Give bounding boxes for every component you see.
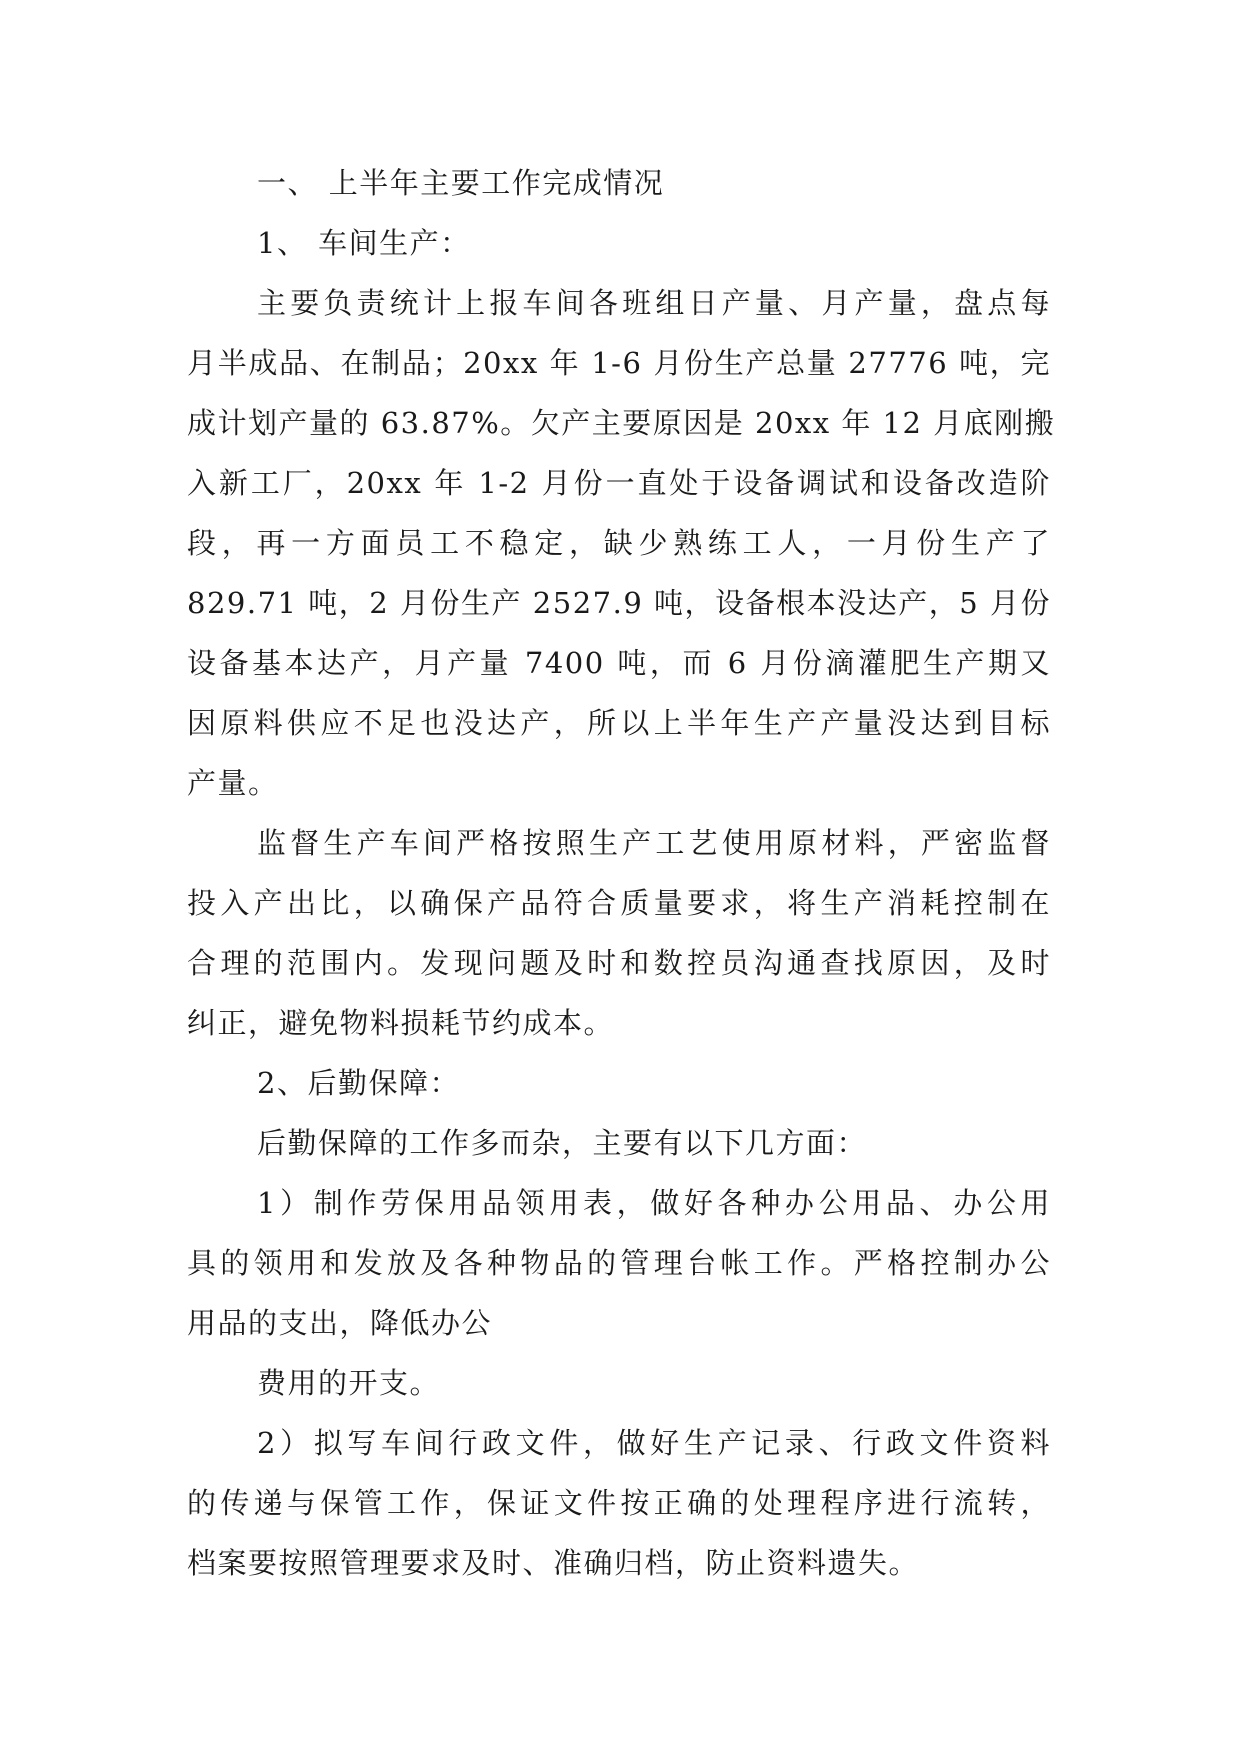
paragraph-line: 费用的开支。 <box>257 1366 441 1400</box>
paragraph-line: 主要负责统计上报车间各班组日产量、月产量，盘点每 <box>257 286 1051 320</box>
paragraph-line: 因原料供应不足也没达产，所以上半年生产产量没达到目标 <box>187 706 1051 740</box>
paragraph-line: 合理的范围内。发现问题及时和数控员沟通查找原因，及时 <box>187 946 1051 980</box>
section-heading: 一、 上半年主要工作完成情况 <box>257 166 665 200</box>
subsection-heading: 2、后勤保障： <box>257 1066 460 1100</box>
subsection-heading: 1、 车间生产： <box>257 226 471 260</box>
paragraph-line: 入新工厂，20xx 年 1-2 月份一直处于设备调试和设备改造阶 <box>187 466 1051 500</box>
paragraph-line: 档案要按照管理要求及时、准确归档，防止资料遗失。 <box>187 1546 920 1580</box>
paragraph-line: 2）拟写车间行政文件，做好生产记录、行政文件资料 <box>257 1426 1051 1460</box>
paragraph-line: 投入产出比，以确保产品符合质量要求，将生产消耗控制在 <box>187 886 1051 920</box>
document-page <box>187 153 1056 1593</box>
paragraph-line: 段，再一方面员工不稳定，缺少熟练工人，一月份生产了 <box>187 526 1051 560</box>
paragraph-line: 监督生产车间严格按照生产工艺使用原材料，严密监督 <box>257 826 1051 860</box>
paragraph-line: 产量。 <box>187 766 279 800</box>
paragraph-line: 829.71 吨，2 月份生产 2527.9 吨，设备根本没达产，5 月份 <box>187 586 1051 620</box>
paragraph-line: 用品的支出，降低办公 <box>187 1306 493 1340</box>
paragraph-line: 的传递与保管工作，保证文件按正确的处理程序进行流转， <box>187 1486 1051 1520</box>
paragraph-line: 月半成品、在制品；20xx 年 1-6 月份生产总量 27776 吨，完 <box>187 346 1051 380</box>
paragraph-line: 1）制作劳保用品领用表，做好各种办公用品、办公用 <box>257 1186 1051 1220</box>
paragraph-line: 纠正，避免物料损耗节约成本。 <box>187 1006 615 1040</box>
paragraph-line: 设备基本达产，月产量 7400 吨，而 6 月份滴灌肥生产期又 <box>187 646 1051 680</box>
paragraph-line: 成计划产量的 63.87%。欠产主要原因是 20xx 年 12 月底刚搬 <box>187 406 1056 440</box>
paragraph-line: 具的领用和发放及各种物品的管理台帐工作。严格控制办公 <box>187 1246 1051 1280</box>
paragraph-line: 后勤保障的工作多而杂，主要有以下几方面： <box>257 1126 868 1160</box>
